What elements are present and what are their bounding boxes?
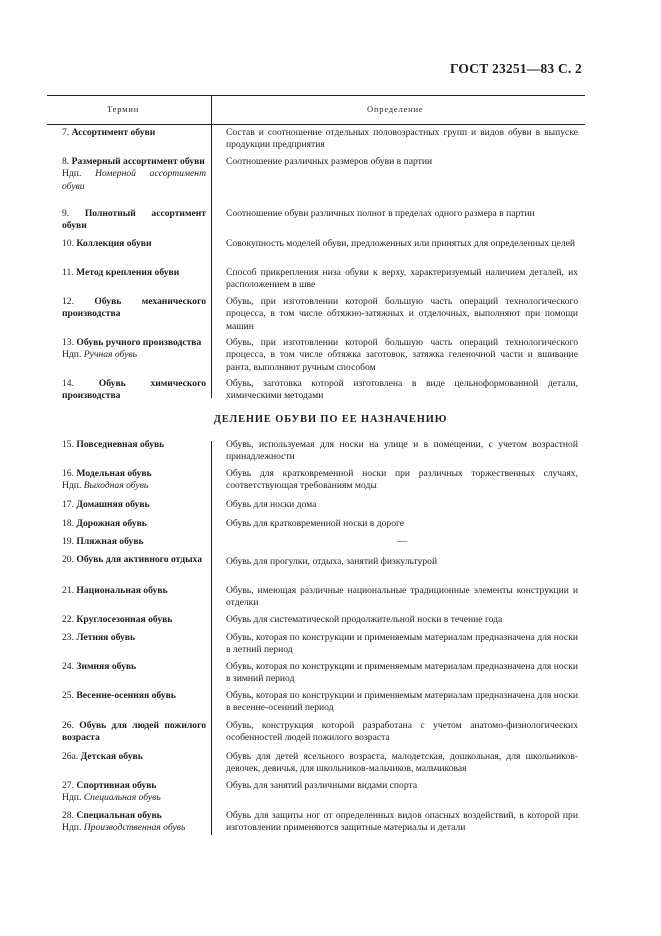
document-header: ГОСТ 23251—83 С. 2	[449, 61, 582, 76]
term-number: 10.	[62, 238, 74, 249]
term-number: 25.	[62, 690, 74, 701]
definition-cell: Обувь, заготовка которой изготовлена в виде цельноформованной детали, химическими методами	[226, 378, 578, 402]
term-name: Зимняя обувь	[76, 661, 137, 672]
term-name: Летняя обувь	[76, 632, 136, 643]
definition-cell: Обувь для занятий различными видами спорта	[226, 780, 418, 791]
term-cell	[62, 614, 206, 626]
term-name: Обувь механического производства	[62, 296, 206, 320]
term-number: 27.	[62, 780, 74, 791]
term-number: 12.	[62, 296, 74, 307]
column-divider	[211, 95, 212, 398]
term-name: Размерный ассортимент обуви	[71, 156, 205, 167]
term-number: 21.	[62, 585, 74, 596]
definition-cell: Обувь, конструкция которой разработана с учетом анатомо-физиологических особенностей людей пожилого возраста	[226, 720, 578, 744]
definition-cell: Способ прикрепления низа обуви к верху, характеризуемый наличием деталей, их расположением в шве	[226, 267, 578, 291]
synonym-line	[62, 349, 206, 361]
term-number: 7.	[62, 127, 70, 138]
term-name: Метод крепления обуви	[76, 267, 180, 278]
term-name: Коллекция обуви	[76, 238, 152, 249]
term-number: 28.	[62, 810, 74, 821]
term-name: Национальная обувь	[76, 585, 168, 596]
term-cell	[62, 585, 206, 597]
term-name: Обувь химического производства	[62, 378, 206, 402]
definition-cell: Совокупность моделей обуви, предложенных или принятых для определенных целей	[226, 238, 576, 249]
term-cell	[62, 690, 206, 702]
term-number: 14.	[62, 378, 74, 389]
term-number: 26.	[62, 720, 74, 731]
definition-cell: —	[397, 536, 407, 547]
synonym-line	[62, 480, 206, 492]
definition-cell: Соотношение обуви различных полнот в пределах одного размера в партии	[226, 208, 535, 219]
term-cell	[62, 127, 206, 139]
term-number: 9.	[62, 208, 70, 219]
term-name: Пляжная обувь	[76, 536, 144, 547]
definition-cell: Обувь для кратковременной носки в дороге	[226, 518, 405, 529]
term-number: 11.	[62, 267, 74, 278]
term-name: Обувь ручного производства	[76, 337, 202, 348]
term-name: Обувь для людей пожилого возраста	[62, 720, 206, 744]
term-cell	[62, 661, 206, 673]
definition-cell: Обувь для систематической продолжительной носки в течение года	[226, 614, 503, 625]
synonym-term: Выходная обувь	[83, 480, 149, 492]
term-cell	[62, 751, 206, 763]
term-cell	[62, 518, 206, 530]
term-cell	[62, 554, 206, 566]
term-number: 18.	[62, 518, 74, 529]
term-name: Модельная обувь	[76, 468, 152, 479]
definition-cell: Обувь, используемая для носки на улице и в помещении, с учетом возрастной принадлежности	[226, 439, 578, 463]
term-cell	[62, 536, 206, 548]
term-cell	[62, 378, 206, 403]
term-cell	[62, 468, 206, 493]
term-number: 22.	[62, 614, 74, 625]
synonym-line	[62, 822, 214, 834]
table-header-rule	[47, 124, 585, 125]
definition-cell: Состав и соотношение отдельных половозрастных групп и видов обуви в выпуске продукции предприятия	[226, 127, 578, 151]
term-cell	[62, 208, 206, 233]
term-name: Повседневная обувь	[76, 439, 165, 450]
term-number: 15.	[62, 439, 74, 450]
synonym-line	[62, 792, 206, 804]
definition-cell: Обувь, при изготовлении которой большую часть операций технологического процесса, в том числе обтяжно-затяжных и отделочных, выполняют при помощи машин	[226, 296, 578, 332]
term-cell	[62, 267, 206, 279]
term-name: Полнотный ассортимент обуви	[62, 208, 206, 232]
synonym-line	[62, 168, 206, 193]
column-header-definition: Определение	[367, 104, 424, 114]
section-title: ДЕЛЕНИЕ ОБУВИ ПО ЕЕ НАЗНАЧЕНИЮ	[213, 414, 448, 425]
term-name: Детская обувь	[80, 751, 143, 762]
term-cell	[62, 632, 206, 644]
term-number: 26а.	[62, 751, 79, 762]
synonym-label: Ндп.	[62, 349, 82, 361]
term-name: Круглосезонная обувь	[76, 614, 173, 625]
column-divider-section	[211, 441, 212, 835]
definition-cell: Обувь, которая по конструкции и применяемым материалам предназначена для носки в весенне-осенний период	[226, 690, 578, 714]
definition-cell: Обувь для детей ясельного возраста, малодетская, дошкольная, для школьников-девочек, девичья, для школьников-мальчиков, мальчиковая	[226, 751, 578, 775]
term-name: Специальная обувь	[76, 810, 162, 821]
term-name: Спортивная обувь	[76, 780, 157, 791]
definition-cell: Обувь для прогулки, отдыха, занятий физкультурой	[226, 556, 438, 567]
definition-cell: Обувь для защиты ног от определенных видов опасных воздействий, в которой при изготовлении применяются защитные материалы и детали	[226, 810, 578, 834]
synonym-label: Ндп.	[62, 822, 82, 834]
term-number: 17.	[62, 499, 74, 510]
definition-cell: Обувь для кратковременной носки при различных торжественных случаях, соответствующая требованиям моды	[226, 468, 578, 492]
table-top-rule	[47, 95, 585, 96]
synonym-term: Производственная обувь	[83, 822, 186, 834]
definition-cell: Обувь, которая по конструкции и применяемым материалам предназначена для носки в летний период	[226, 632, 578, 656]
synonym-label: Ндп.	[62, 792, 82, 804]
term-number: 8.	[62, 156, 70, 167]
term-cell	[62, 238, 206, 250]
term-cell	[62, 439, 206, 451]
definition-cell: Обувь для носки дома	[226, 499, 317, 510]
term-cell	[62, 337, 206, 362]
definition-cell: Обувь, имеющая различные национальные традиционные элементы конструкции и отделки	[226, 585, 578, 609]
term-name: Дорожная обувь	[76, 518, 147, 529]
term-name: Обувь для активного отдыха	[76, 554, 203, 565]
definition-cell: Обувь, которая по конструкции и применяемым материалам предназначена для носки в зимний период	[226, 661, 578, 685]
synonym-term: Специальная обувь	[83, 792, 161, 804]
synonym-label: Ндп.	[62, 480, 82, 492]
term-name: Весенне-осенняя обувь	[76, 690, 176, 701]
term-cell	[62, 780, 206, 805]
term-cell	[62, 499, 206, 511]
term-cell	[62, 296, 206, 321]
term-cell	[62, 156, 206, 193]
definition-cell: Соотношение различных размеров обуви в партии	[226, 156, 433, 167]
term-name: Ассортимент обуви	[71, 127, 156, 138]
synonym-label: Ндп.	[62, 168, 82, 180]
synonym-term: Номерной ассортимент обуви	[62, 168, 206, 192]
term-cell	[62, 720, 206, 745]
term-number: 13.	[62, 337, 74, 348]
synonym-term: Ручная обувь	[83, 349, 138, 361]
term-cell	[62, 810, 214, 835]
term-number: 20.	[62, 554, 74, 565]
definition-cell: Обувь, при изготовлении которой большую часть операций технологического процесса, в том числе обтяжка заготовок, затяжка геленочной части и вшивание ранта, выполняют ручным способом	[226, 337, 578, 373]
column-header-term: Термин	[107, 104, 140, 114]
term-number: 24.	[62, 661, 74, 672]
term-number: 16.	[62, 468, 74, 479]
term-number: 19.	[62, 536, 74, 547]
term-name: Домашняя обувь	[76, 499, 150, 510]
term-number: 23.	[62, 632, 74, 643]
